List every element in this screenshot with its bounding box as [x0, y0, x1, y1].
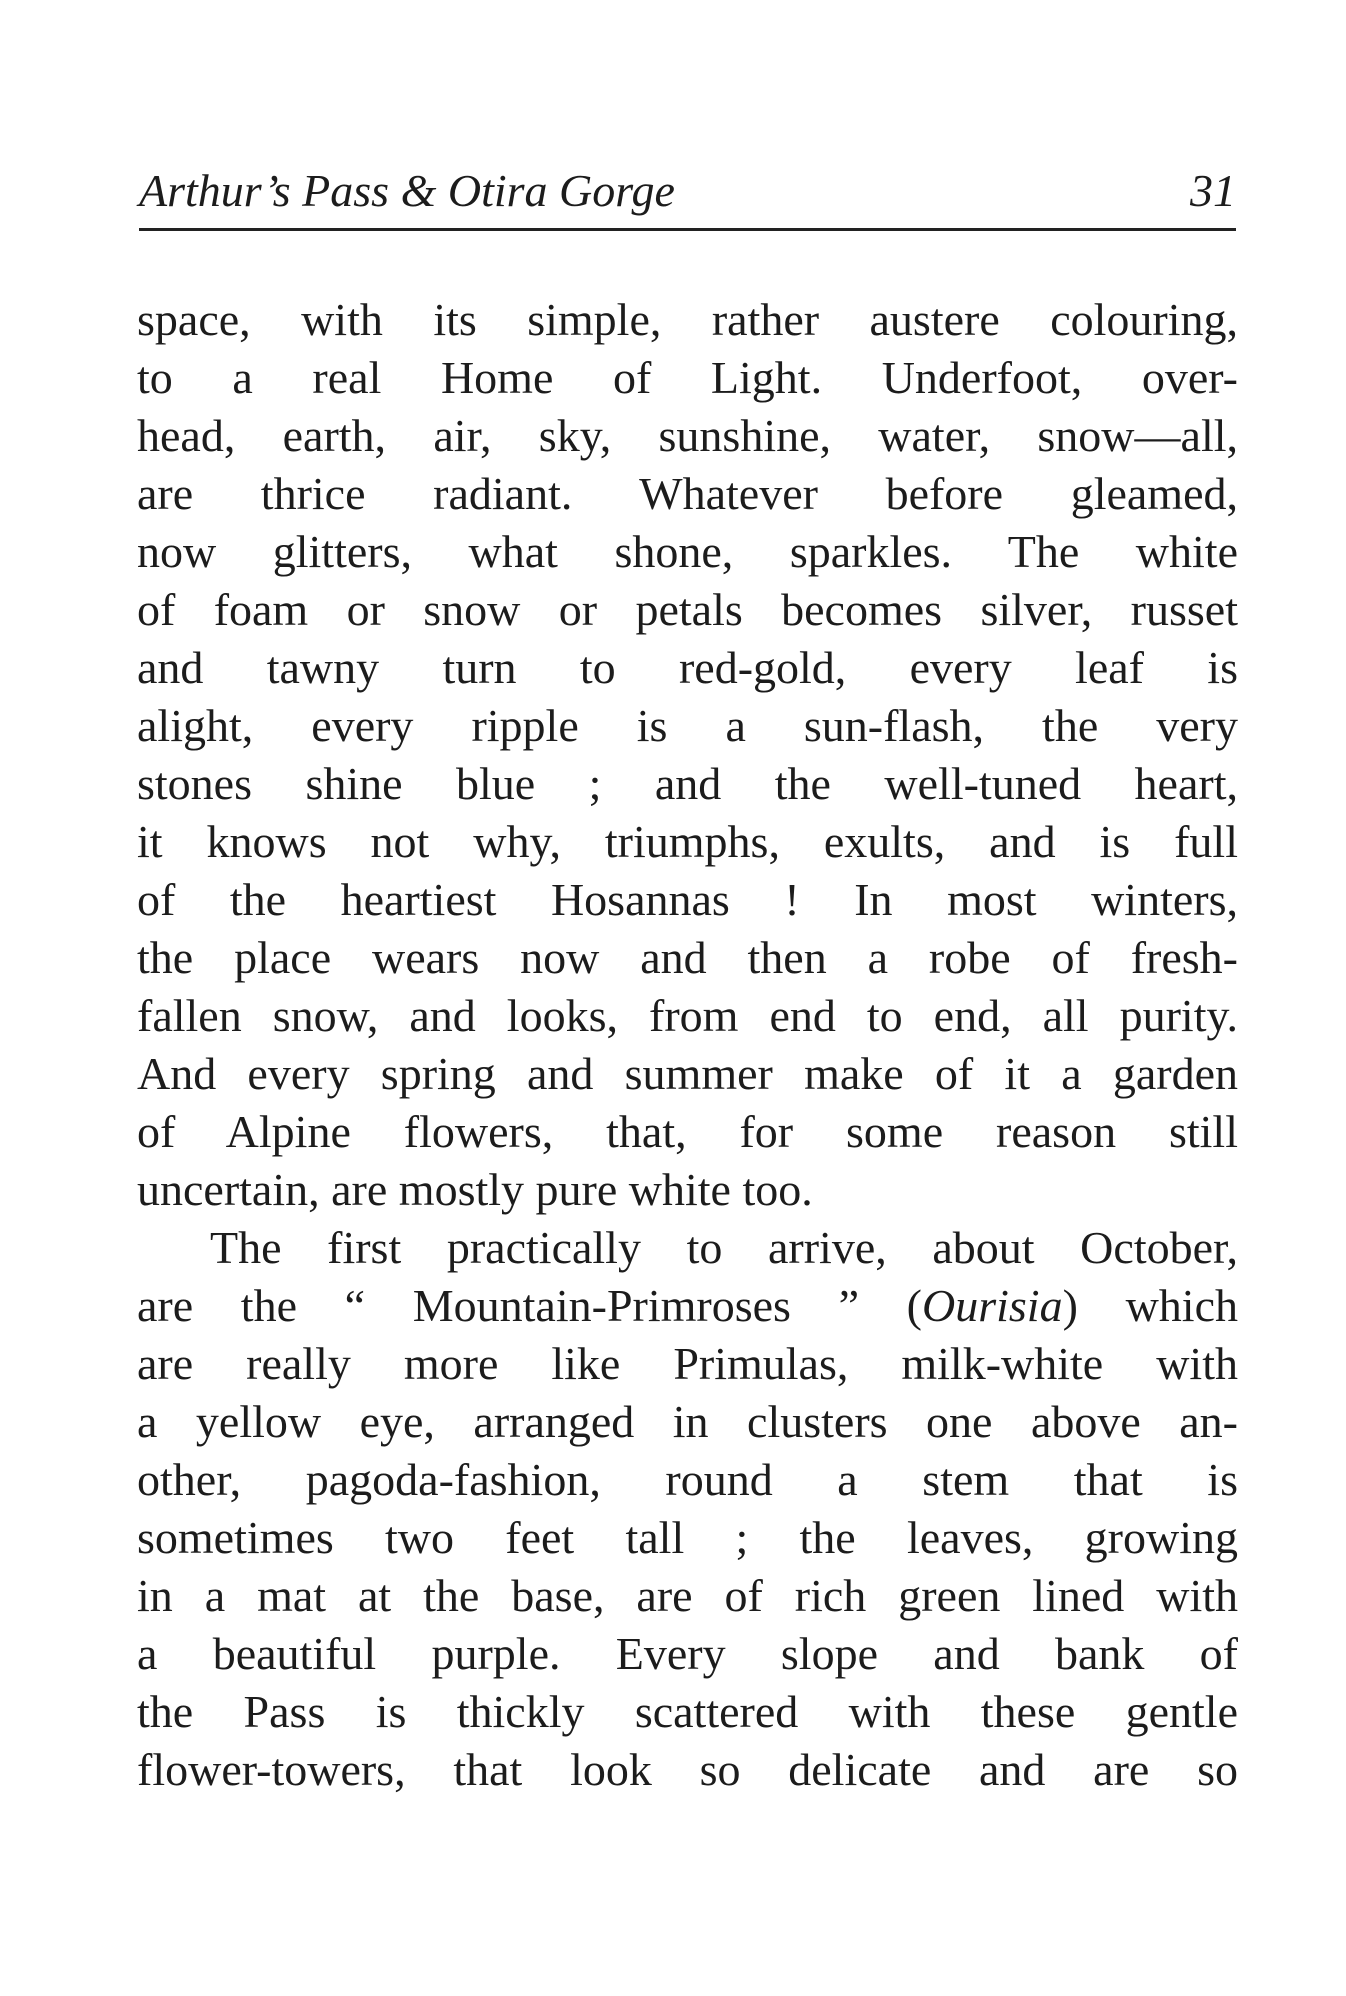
text-line: to a real Home of Light. Underfoot, over- [137, 352, 1238, 403]
text-line: the place wears now and then a robe of fresh- [137, 932, 1238, 983]
text-line: the Pass is thickly scattered with these gentle [137, 1686, 1238, 1737]
text-segment: are the “ Mountain-Primroses ” ( [137, 1280, 922, 1331]
text-line: now glitters, what shone, sparkles. The white [137, 526, 1238, 577]
text-line: other, pagoda-fashion, round a stem that is [137, 1454, 1238, 1505]
text-line: And every spring and summer make of it a garden [137, 1048, 1238, 1099]
text-line: flower-towers, that look so delicate and are so [137, 1744, 1238, 1795]
text-line: sometimes two feet tall ; the leaves, growing [137, 1512, 1238, 1563]
text-segment: ) which [1062, 1280, 1238, 1331]
text-line: fallen snow, and looks, from end to end, all purity. [137, 990, 1238, 1041]
text-line: a beautiful purple. Every slope and bank of [137, 1628, 1238, 1679]
page-number: 31 [1190, 165, 1236, 216]
paragraph-start-line: The first practically to arrive, about October, [210, 1222, 1238, 1273]
paragraph-end-line: uncertain, are mostly pure white too. [137, 1164, 813, 1215]
text-line: in a mat at the base, are of rich green lined with [137, 1570, 1238, 1621]
text-line: are thrice radiant. Whatever before gleamed, [137, 468, 1238, 519]
text-line: a yellow eye, arranged in clusters one above an- [137, 1396, 1238, 1447]
text-line: alight, every ripple is a sun-flash, the very [137, 700, 1238, 751]
text-line: stones shine blue ; and the well-tuned heart, [137, 758, 1238, 809]
page-header [139, 156, 1236, 226]
text-line: are really more like Primulas, milk-white with [137, 1338, 1238, 1389]
text-line: of Alpine flowers, that, for some reason still [137, 1106, 1238, 1157]
text-line: of foam or snow or petals becomes silver, russet [137, 584, 1238, 635]
text-line: and tawny turn to red-gold, every leaf is [137, 642, 1238, 693]
text-line: head, earth, air, sky, sunshine, water, snow—all, [137, 410, 1238, 461]
text-line: of the heartiest Hosannas ! In most winters, [137, 874, 1238, 925]
text-line [137, 1277, 1238, 1335]
text-line: space, with its simple, rather austere colouring, [137, 294, 1238, 345]
running-title: Arthur’s Pass & Otira Gorge [139, 165, 675, 216]
body-text [137, 291, 1238, 1799]
italic-term: Ourisia [922, 1280, 1063, 1331]
header-rule [139, 228, 1236, 231]
text-line: it knows not why, triumphs, exults, and is full [137, 816, 1238, 867]
